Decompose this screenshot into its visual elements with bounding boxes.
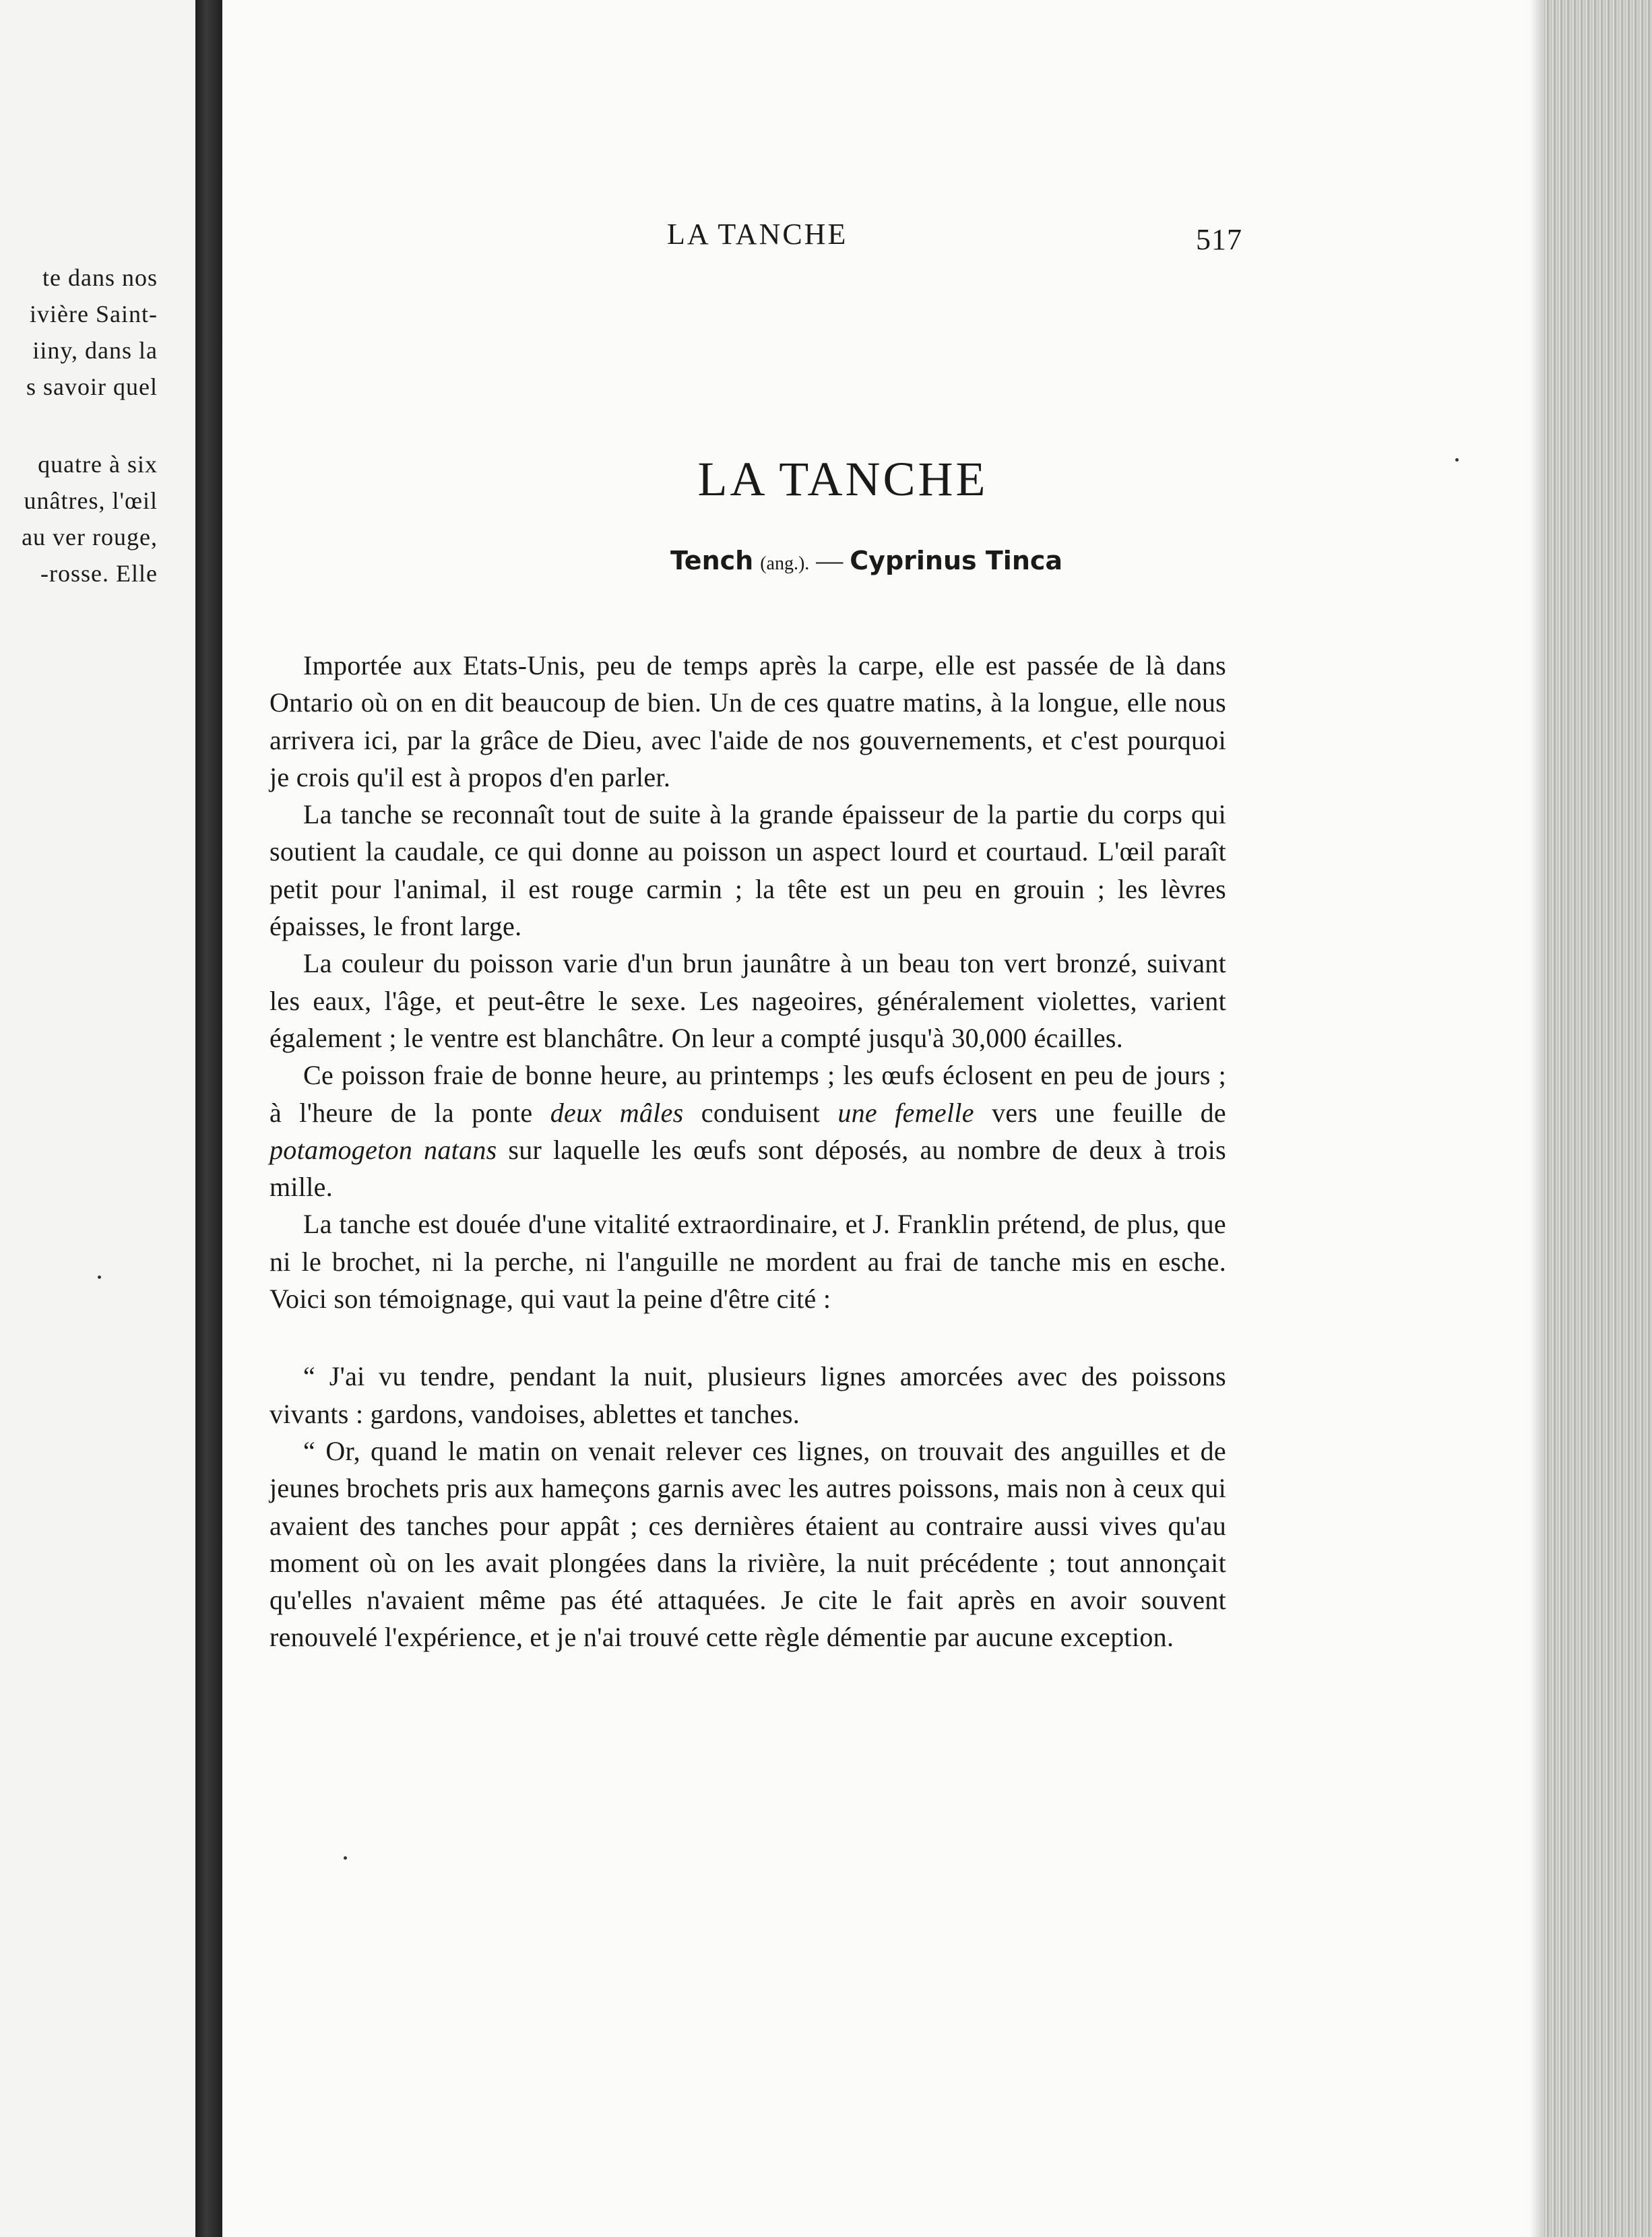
book-gutter [195, 0, 222, 2237]
facing-page-line: au ver rouge, [22, 524, 158, 550]
paragraph: La couleur du poisson varie d'un brun jaunâtre à un beau ton vert bronzé, suivant les eaux, l'âge, et peut-être le sexe. Les nageoires, généralement violettes, varient également ; le ventre est blanchâtre. On leur a compté jusqu'à 30,000 écailles. [269, 948, 1226, 1053]
italic-term: deux mâles [550, 1097, 684, 1128]
paragraph-text: conduisent [701, 1097, 821, 1128]
chapter-subtitle [0, 544, 1652, 576]
facing-page-line: iiny, dans la [32, 337, 158, 364]
paragraph [269, 1057, 1226, 1205]
facing-page-fragment [0, 0, 195, 2237]
italic-term: potamogeton natans [269, 1134, 497, 1165]
quotation-paragraph: “ J'ai vu tendre, pendant la nuit, plusieurs lignes amorcées avec des poissons vivants : gardons, vandoises, ablettes et tanches. [269, 1361, 1226, 1429]
facing-page-line: te dans nos [42, 264, 158, 291]
running-head: LA TANCHE [667, 218, 848, 251]
italic-term: une femelle [837, 1097, 974, 1128]
paragraph-text: Ce poisson fraie de bonne heure, au printemps ; les œufs éclosent en peu de jours ; à l'heure de la ponte [269, 1060, 1226, 1128]
paragraph: Importée aux Etats-Unis, peu de temps après la carpe, elle est passée de là dans Ontario où on en dit beaucoup de bien. Un de ces quatre matins, à la longue, elle nous arrivera ici, par la grâce de Dieu, avec l'aide de nos gouvernements, et c'est pourquoi je crois qu'il est à propos d'en parler. [269, 650, 1226, 792]
quotation-paragraph: “ Or, quand le matin on venait relever ces lignes, on trouvait des anguilles et de jeunes brochets pris aux hameçons garnis avec les autres poissons, mais non à ceux qui avaient des tanches pour appât ; ces dernières étaient au contraire aussi vives qu'au moment où on les avait plongées dans la rivière, la nuit précédente ; tout annonçait qu'elles n'avaient même pas été attaquées. Je cite le fait après en avoir souvent renouvelé l'expérience, et je n'ai trouvé cette règle démentie par aucune exception. [269, 1435, 1226, 1653]
paper-speck [98, 1275, 101, 1279]
latin-name: Cyprinus Tinca [850, 546, 1063, 575]
paragraph: La tanche est douée d'une vitalité extraordinaire, et J. Franklin prétend, de plus, que ni le brochet, ni la perche, ni l'anguille ne mordent au frai de tanche mis en esche. Voici son témoignage, qui vaut la peine d'être cité : [269, 1209, 1226, 1315]
subtitle-dash: — [816, 545, 844, 575]
chapter-title: LA TANCHE [697, 452, 988, 506]
paper-speck [344, 1856, 347, 1860]
body-text [269, 647, 1226, 1656]
paragraph: La tanche se reconnaît tout de suite à la grande épaisseur de la partie du corps qui soutient la caudale, ce qui donne au poisson un aspect lourd et courtaud. L'œil paraît petit pour l'animal, il est rouge carmin ; la tête est un peu en grouin ; les lèvres épaisses, le front large. [269, 799, 1226, 942]
paper-speck [1455, 458, 1459, 462]
paragraph-text: vers une feuille de [992, 1097, 1226, 1128]
facing-page-line: -rosse. Elle [40, 560, 158, 587]
facing-page-line: ivière Saint- [30, 301, 158, 327]
facing-page-line: quatre à six [38, 451, 158, 478]
facing-page-line: s savoir quel [26, 373, 158, 400]
language-abbrev: (ang.). [760, 553, 810, 574]
paragraph-text: sur laquelle les œufs sont déposés, au nombre de deux à trois mille. [269, 1134, 1226, 1203]
page-number: 517 [1196, 223, 1242, 256]
common-name: Tench [670, 546, 754, 575]
facing-page-line: unâtres, l'œil [24, 487, 158, 514]
page-edges [1543, 0, 1652, 2237]
